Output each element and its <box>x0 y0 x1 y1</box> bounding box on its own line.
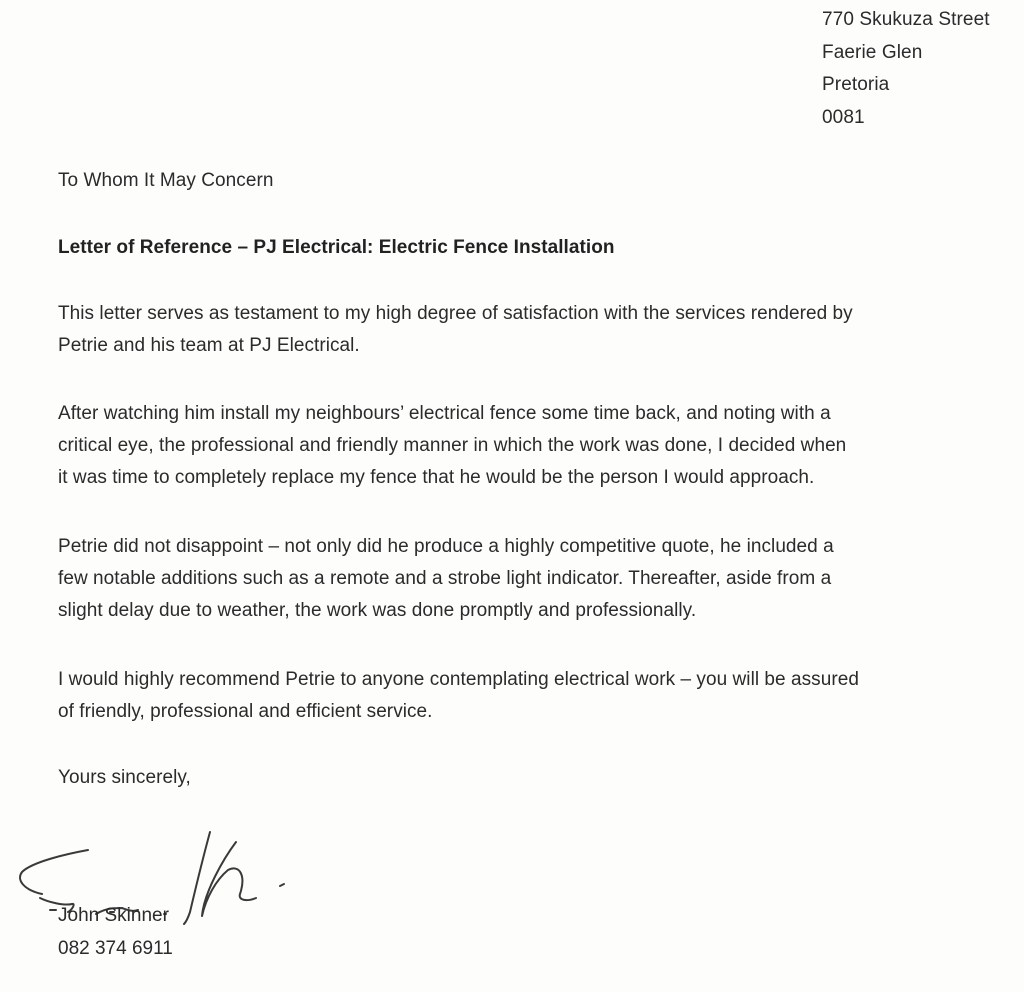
paragraph-3 <box>58 531 834 627</box>
letter-subject: Letter of Reference – PJ Electrical: Electric Fence Installation <box>58 237 615 258</box>
paragraph-line: few notable additions such as a remote and a strobe light indicator. Thereafter, aside from a <box>58 568 832 589</box>
signer-phone: 082 374 6911 <box>58 937 173 959</box>
paragraph-line: it was time to completely replace my fence that he would be the person I would approach. <box>58 467 815 488</box>
paragraph-1 <box>58 298 853 362</box>
paragraph-line: critical eye, the professional and friendly manner in which the work was done, I decided when <box>58 435 847 456</box>
paragraph-2 <box>58 398 846 494</box>
paragraph-line: of friendly, professional and efficient service. <box>58 701 433 722</box>
paragraph-line: Petrie did not disappoint – not only did he produce a highly competitive quote, he included a <box>58 536 834 557</box>
paragraph-line: After watching him install my neighbours’ electrical fence some time back, and noting with a <box>58 403 831 424</box>
sender-address <box>822 4 990 134</box>
salutation: To Whom It May Concern <box>58 170 274 191</box>
signer-name: John Skinner <box>58 905 169 926</box>
paragraph-line: This letter serves as testament to my high degree of satisfaction with the services rendered by <box>58 303 853 324</box>
signer-block <box>58 900 173 965</box>
paragraph-line: Petrie and his team at PJ Electrical. <box>58 335 360 356</box>
address-street: 770 Skukuza Street <box>822 9 990 30</box>
address-suburb: Faerie Glen <box>822 41 923 63</box>
paragraph-line: I would highly recommend Petrie to anyone contemplating electrical work – you will be assured <box>58 669 859 690</box>
paragraph-4 <box>58 664 859 728</box>
address-city: Pretoria <box>822 74 890 95</box>
paragraph-line: slight delay due to weather, the work was done promptly and professionally. <box>58 600 697 621</box>
address-postal-code: 0081 <box>822 106 865 128</box>
closing: Yours sincerely, <box>58 767 191 788</box>
